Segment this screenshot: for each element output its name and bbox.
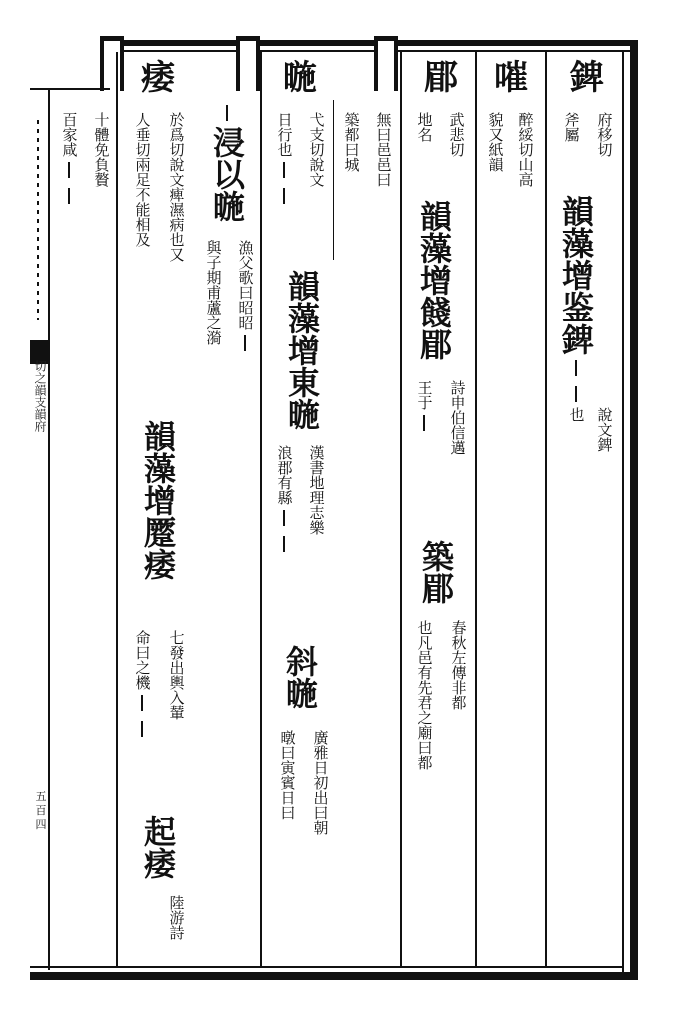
entry-cui-annotation [510, 112, 540, 187]
ditto-mark [244, 335, 246, 351]
entry-bi [552, 58, 622, 98]
annotation-text: 弋支切說文 [307, 112, 326, 187]
entry-pi-main [404, 200, 464, 360]
frame-top-inner-border [102, 50, 638, 52]
annotation-text: 日行也 [275, 112, 294, 157]
entry-yi-quote-left [268, 445, 300, 557]
yunzao-label: 韻藻增 [139, 420, 177, 516]
annotation-text: 武悲切 [447, 112, 466, 157]
annotation-text: 與子期甫蘆之漪 [204, 240, 223, 345]
annotation-text: 漢書地理志樂 [307, 445, 326, 535]
entry-wei-annotation [160, 112, 192, 262]
entry-cui [480, 58, 542, 98]
annotation-text: 地名 [415, 112, 434, 142]
entry-bi-main [548, 195, 604, 422]
frame-top-border [102, 40, 638, 46]
ditto-mark [575, 386, 577, 402]
annotation-text: 醉綏切山高 [516, 112, 535, 187]
annotation-text: 命曰之機 [133, 630, 152, 690]
left-margin-rule [48, 90, 50, 970]
annotation-text: 築都曰城 [342, 112, 361, 172]
annotation-text: 漁父歌曰昭昭 [236, 240, 255, 330]
entry-shi-annotation2 [54, 112, 84, 209]
header-stub-line [30, 88, 110, 90]
ditto-mark [423, 415, 425, 431]
phrase-term: 餞郿 [415, 296, 453, 360]
entry-wei-quote-right [160, 630, 192, 720]
frame-bottom-border [30, 972, 638, 980]
yunzao-label: 韻藻增 [283, 270, 321, 366]
phrase-term: 鉴錍 [557, 291, 595, 355]
phrase-term: 蹷痿 [139, 516, 177, 580]
annotation-text: 也 [567, 407, 586, 422]
column-rule [545, 52, 547, 967]
entry-head: 嗺 [494, 58, 528, 98]
annotation-text: 人垂切兩足不能相及 [133, 112, 152, 247]
entry-pi-quote2-left [408, 620, 440, 770]
annotation-text: 七發出輿入輦 [167, 630, 186, 720]
column-rule [475, 52, 477, 967]
annotation-text: 府移切 [595, 112, 614, 157]
ditto-mark [68, 188, 70, 204]
entry-wei-annotation2 [126, 112, 158, 247]
frame-right-border [630, 40, 638, 980]
entry-yi [268, 58, 332, 98]
entry-head: 郿 [424, 58, 458, 98]
entry-yi-quote2-left [272, 730, 302, 820]
ditto-mark [575, 360, 577, 376]
frame-bottom-inner-border [30, 966, 624, 968]
entry-pi-annotation [440, 112, 472, 157]
entry-pi-second [406, 540, 466, 604]
header-notch [100, 36, 124, 91]
phrase-term: 起痿 [139, 815, 177, 879]
entry-yi-quote2-right [305, 730, 335, 835]
annotation-text: 浪郡有縣 [275, 445, 294, 505]
entry-cui-annotation2 [480, 112, 510, 172]
header-notch [236, 36, 260, 91]
annotation-text: 說文錍 [595, 407, 614, 452]
margin-running-title: 切之韻支韻府 [33, 360, 47, 432]
column-rule [400, 52, 402, 967]
annotation-text: 陸游詩 [167, 895, 186, 940]
phrase-term: 浸以暆 [208, 126, 246, 222]
phrase-term: 斜暆 [281, 645, 319, 709]
ditto-mark [283, 510, 285, 526]
entry-pi-quote2-right [442, 620, 474, 710]
annotation-text: 於爲切說文痺濕病也又 [167, 112, 186, 262]
phrase-term: 築郿 [417, 540, 455, 604]
annotation-text: 春秋左傳非都 [449, 620, 468, 710]
entry-head: 錍 [570, 58, 604, 98]
annotation-text: 廣雅日初出曰朝 [311, 730, 330, 835]
entry-yi-annotation2 [268, 112, 300, 209]
annotation-text: 也凡邑有先君之廟曰都 [415, 620, 434, 770]
annotation-text: 貌又紙韻 [486, 112, 505, 172]
entry-qin-annotation [230, 240, 260, 356]
entry-shi-annotation [86, 112, 116, 187]
entry-cont-annotation [368, 112, 398, 187]
yunzao-label: 韻藻增 [557, 195, 595, 291]
ditto-mark [283, 162, 285, 178]
entry-head: 痿 [141, 58, 175, 98]
entry-head: 暆 [283, 58, 317, 98]
entry-wei-quote2 [160, 895, 192, 940]
entry-cont-annotation2 [336, 112, 366, 172]
entry-yi-second [268, 645, 332, 709]
column-rule [116, 52, 118, 967]
entry-pi [408, 58, 474, 98]
annotation-text: 十體免負贅 [92, 112, 111, 187]
phrase-term: 東暆 [283, 366, 321, 430]
entry-qin-main [196, 100, 258, 222]
ditto-mark [141, 721, 143, 737]
entry-wei-second [128, 815, 188, 879]
entry-yi-quote-right [300, 445, 332, 535]
entry-pi-quote-right [440, 380, 474, 455]
entry-qin-annotation2 [198, 240, 228, 345]
entry-pi-annotation2 [408, 112, 440, 142]
ditto-mark [68, 162, 70, 178]
ditto-mark [141, 695, 143, 711]
entry-yi-main [272, 270, 332, 430]
annotation-text: 詩申伯信邁 [448, 380, 467, 455]
yunzao-label: 韻藻增 [415, 200, 453, 296]
annotation-text: 王于 [415, 380, 434, 410]
entry-bi-annotation-left [555, 112, 587, 142]
annotation-text: 斧屬 [562, 112, 581, 142]
column-rule [260, 52, 262, 967]
entry-yi-annotation [300, 112, 332, 187]
frame-right-inner-border [622, 52, 624, 972]
annotation-text: 無曰邑邑曰 [374, 112, 393, 187]
margin-dots [37, 120, 39, 320]
ditto-mark [226, 105, 228, 121]
annotation-text: 百家咸 [60, 112, 79, 157]
entry-wei-quote-left [126, 630, 158, 742]
ditto-mark [283, 536, 285, 552]
header-notch [374, 36, 398, 91]
column-rule [333, 100, 334, 260]
entry-wei-main [128, 420, 188, 580]
entry-pi-quote-left [408, 380, 440, 436]
entry-wei [124, 58, 192, 98]
page-folio: 五百四 [35, 790, 47, 831]
ditto-mark [283, 188, 285, 204]
annotation-text: 暾曰寅賓日曰 [278, 730, 297, 820]
